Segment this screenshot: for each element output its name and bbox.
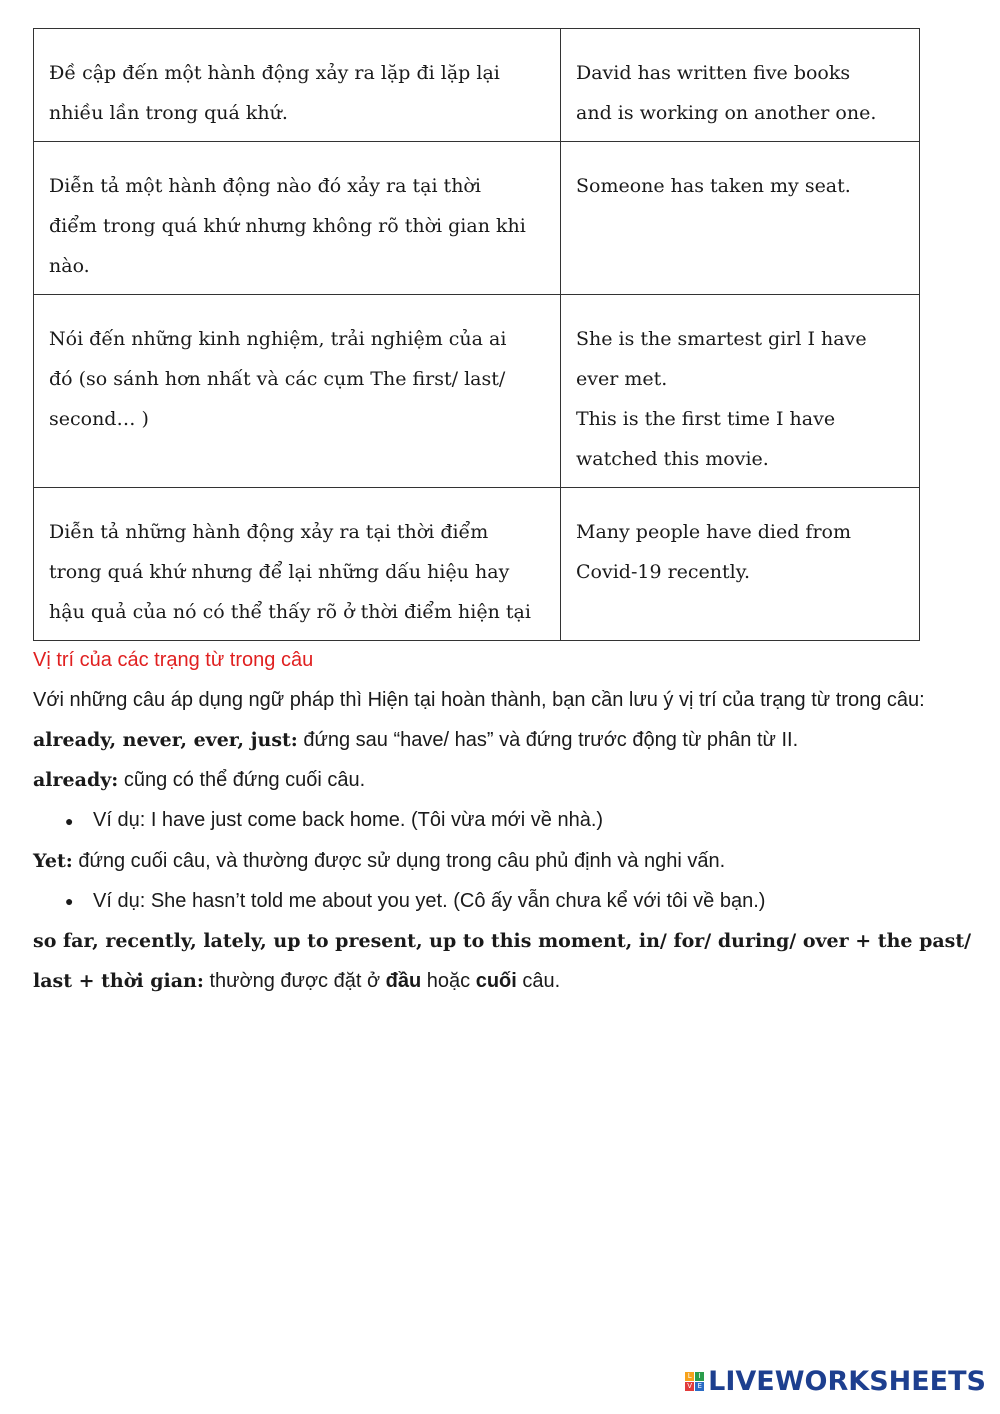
table-row — [34, 29, 920, 142]
logo-mark-cell: I — [695, 1372, 704, 1381]
usage-cell — [34, 142, 561, 295]
bullet-icon: ● — [65, 812, 74, 829]
rule-text: đứng cuối câu, và thường được sử dụng trong câu phủ định và nghi vấn. — [72, 849, 726, 872]
table-row — [34, 142, 920, 295]
example-item — [33, 881, 983, 922]
logo-mark-cell: E — [695, 1382, 704, 1391]
rule-keywords: already, never, ever, just: — [33, 729, 298, 751]
example-cell — [561, 488, 920, 641]
example-cell — [561, 142, 920, 295]
usage-cell — [34, 29, 561, 142]
example-cell — [561, 29, 920, 142]
logo-mark-cell: V — [685, 1382, 694, 1391]
rule-yet — [33, 841, 983, 881]
usage-text: Diễn tả những hành động xảy ra tại thời điểm trong quá khứ nhưng để lại những dấu hiệu hay hậu quả của nó có thể thấy rõ ở thời điểm hiện tại — [49, 521, 531, 623]
rule-time-expressions — [33, 921, 983, 1001]
logo-mark-cell: L — [685, 1372, 694, 1381]
usage-text: Diễn tả một hành động nào đó xảy ra tại thời điểm trong quá khứ nhưng không rõ thời gian khi nào. — [49, 175, 526, 277]
usage-table — [33, 28, 920, 641]
example-text: Someone has taken my seat. — [576, 175, 851, 197]
table-row — [34, 488, 920, 641]
rule-keywords: Yet: — [33, 849, 73, 872]
liveworksheets-logo — [685, 1366, 986, 1396]
rule-text: câu. — [516, 970, 561, 993]
adverb-position-notes — [33, 680, 983, 1001]
logo-mark-icon — [685, 1372, 704, 1391]
usage-cell — [34, 295, 561, 488]
usage-cell — [34, 488, 561, 641]
example-cell — [561, 295, 920, 488]
usage-text: Đề cập đến một hành động xảy ra lặp đi lặp lại nhiều lần trong quá khứ. — [49, 62, 500, 124]
rule-text: thường được đặt ở — [203, 970, 386, 993]
example-text: Many people have died from Covid-19 recently. — [576, 521, 851, 583]
section-title: Vị trí của các trạng từ trong câu — [33, 649, 314, 671]
emphasis-start: đầu — [385, 970, 422, 993]
rule-text: đứng sau “have/ has” và đứng trước động từ phân từ II. — [297, 729, 799, 751]
usage-text: Nói đến những kinh nghiệm, trải nghiệm của ai đó (so sánh hơn nhất và các cụm The first/ last/ second… ) — [49, 328, 507, 430]
example-text: Ví dụ: I have just come back home. (Tôi vừa mới về nhà.) — [93, 809, 604, 831]
rule-text: cũng có thể đứng cuối câu. — [118, 769, 366, 791]
example-text: David has written five books and is working on another one. — [576, 62, 877, 124]
example-text: Ví dụ: She hasn’t told me about you yet. (Cô ấy vẫn chưa kể với tôi về bạn.) — [93, 889, 766, 912]
rule-keywords: already: — [33, 769, 119, 791]
rule-already-never-ever-just — [33, 720, 983, 760]
emphasis-end: cuối — [475, 970, 517, 993]
logo-text: LIVEWORKSHEETS — [708, 1365, 986, 1397]
intro-paragraph: Với những câu áp dụng ngữ pháp thì Hiện tại hoàn thành, bạn cần lưu ý vị trí của trạng từ trong câu: — [33, 689, 925, 711]
bullet-icon: ● — [65, 893, 74, 910]
rule-keywords: so far, recently, lately, up to present, up to this moment, in/ for/ during/ over + the past/ last + thời gian: — [33, 930, 972, 993]
rule-already — [33, 760, 983, 800]
rule-text: hoặc — [421, 970, 476, 993]
table-row — [34, 295, 920, 488]
example-text: She is the smartest girl I have ever met. This is the first time I have watched this movie. — [576, 328, 867, 470]
example-item — [33, 800, 983, 841]
